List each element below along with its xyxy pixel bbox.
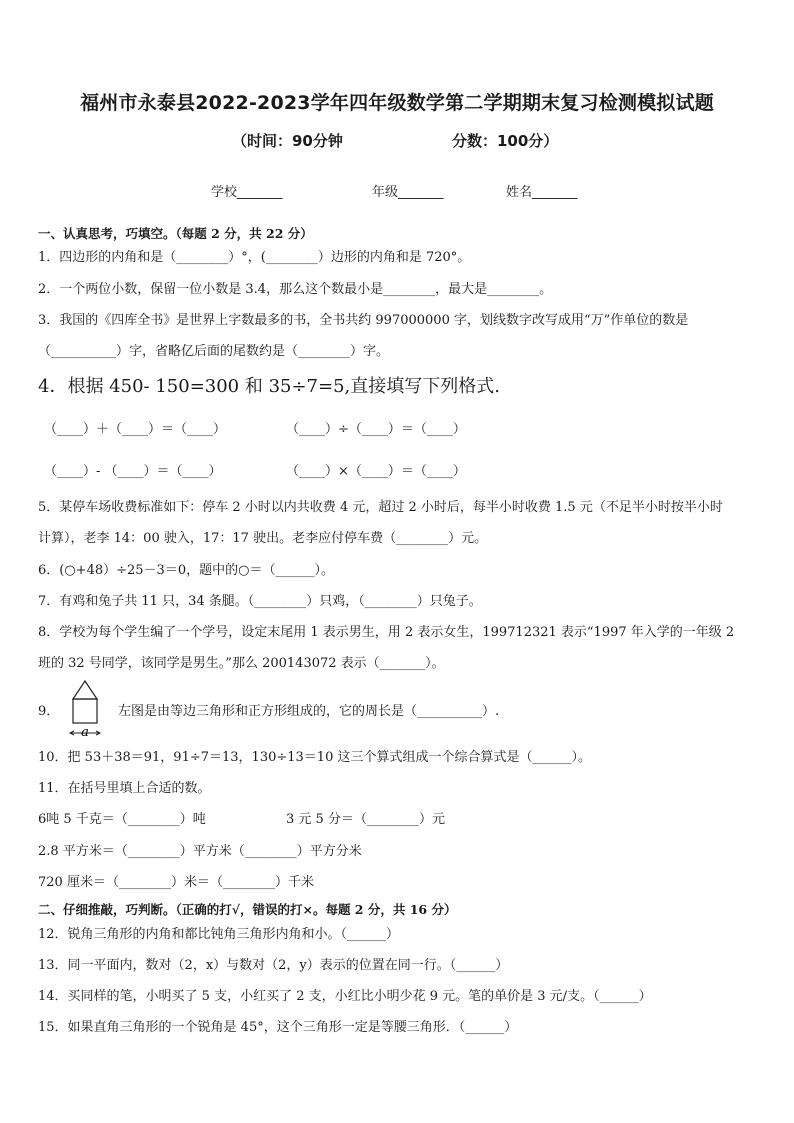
question-6: 6．(○+48）÷25－3＝0，题中的○＝（______）。 (38, 563, 334, 578)
house-shape-figure (66, 678, 112, 740)
question-5-line-1: 5．某停车场收费标准如下：停车 2 小时以内共收费 4 元，超过 2 小时后，每半小时收费 1.5 元（不足半小时按半小时 (38, 500, 723, 515)
side-length-label: a (81, 725, 89, 740)
q4-row2-left: （____）- （____）＝（____） (44, 464, 222, 479)
section-2-heading: 二、仔细推敲，巧判断。（正确的打√，错误的打×。每题 2 分，共 16 分） (38, 902, 457, 917)
name-field[interactable]: 姓名_______ (506, 185, 578, 200)
q4-row2-right: （____）×（____）＝（____） (286, 464, 466, 479)
exam-time: （时间：90分钟 (232, 132, 343, 150)
question-9-text: 左图是由等边三角形和正方形组成的，它的周长是（__________）. (118, 704, 500, 719)
question-13: 13．同一平面内，数对（2，x）与数对（2，y）表示的位置在同一行。（______） (38, 958, 509, 973)
grade-field[interactable]: 年级_______ (372, 185, 444, 200)
question-2: 2．一个两位小数，保留一位小数是 3.4，那么这个数最小是________，最大是________。 (38, 282, 553, 297)
question-11-c: 2.8 平方米＝（________）平方米（________）平方分米 (38, 844, 362, 859)
question-11-b: 3 元 5 分＝（________）元 (286, 812, 445, 827)
question-11: 11．在括号里填上合适的数。 (38, 781, 211, 796)
question-7: 7．有鸡和兔子共 11 只，34 条腿。（________）只鸡，（________）只兔子。 (38, 594, 482, 609)
question-8-line-1: 8．学校为每个学生编了一个学号，设定末尾用 1 表示男生，用 2 表示女生，199712321 表示“1997 年入学的一年级 2 (38, 625, 735, 640)
question-1: 1．四边形的内角和是（________）°，(________）边形的内角和是 720°。 (38, 250, 471, 265)
question-12: 12．锐角三角形的内角和都比钝角三角形内角和小。（______） (38, 927, 400, 942)
question-4: 4．根据 450- 150=300 和 35÷7=5,直接填写下列格式. (38, 376, 500, 397)
question-11-a: 6吨 5 千克＝（________）吨 (38, 812, 206, 827)
question-3-line-1: 3．我国的《四库全书》是世界上字数最多的书，全书共约 997000000 字，划线数字改写成用“万”作单位的数是 (38, 313, 689, 328)
question-8-line-2: 班的 32 号同学，该同学是男生。”那么 200143072 表示（_______）。 (38, 656, 445, 671)
question-14: 14．买同样的笔，小明买了 5 支，小红买了 2 支，小红比小明少花 9 元。笔的单价是 3 元/支。（______） (38, 989, 652, 1004)
section-1-heading: 一、认真思考，巧填空。（每题 2 分，共 22 分） (38, 226, 313, 241)
question-5-line-2: 计算），老李 14：00 驶入，17：17 驶出。老李应付停车费（________）元。 (38, 531, 488, 546)
question-11-d: 720 厘米＝（________）米＝（________）千米 (38, 875, 314, 890)
question-9-number: 9． (38, 704, 60, 719)
question-3-line-2: （__________）字，省略亿后面的尾数约是（________）字。 (38, 344, 390, 359)
exam-score: 分数：100分） (452, 132, 559, 150)
q4-row1-right: （____）÷（____）＝（____） (286, 422, 466, 437)
question-10: 10．把 53＋38＝91，91÷7＝13，130÷13＝10 这三个算式组成一个综合算式是（______）。 (38, 750, 591, 765)
page-title: 福州市永泰县2022-2023学年四年级数学第二学期期末复习检测模拟试题 (80, 92, 714, 114)
q4-row1-left: （____）＋（____）＝（____） (44, 422, 227, 437)
question-15: 15．如果直角三角形的一个锐角是 45°，这个三角形一定是等腰三角形．（______） (38, 1020, 518, 1035)
school-field[interactable]: 学校_______ (211, 185, 283, 200)
